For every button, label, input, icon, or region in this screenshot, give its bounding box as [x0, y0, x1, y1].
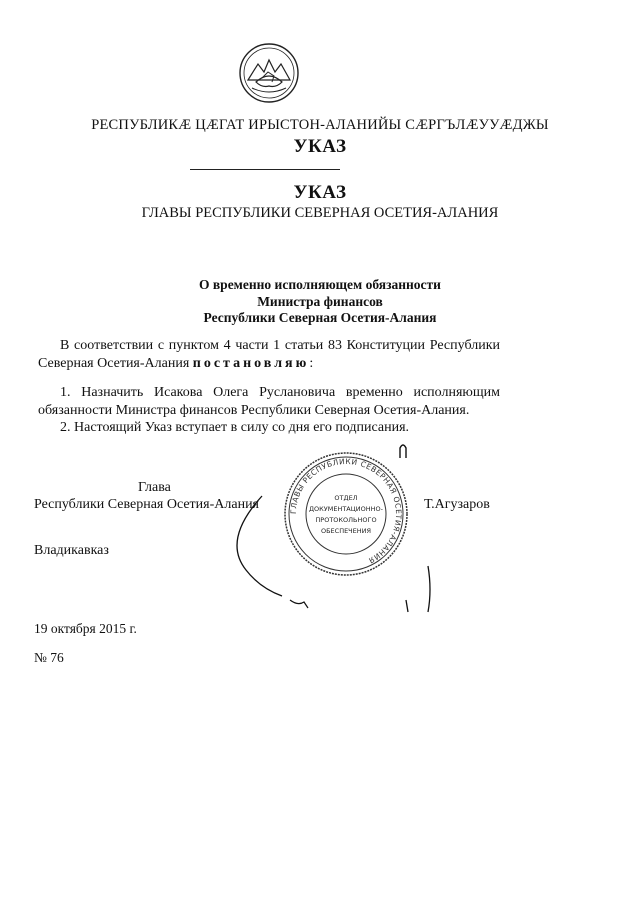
item-1-text: 1. Назначить Исакова Олега Руслановича временно исполняющим обязанности Министра финансов Республики Северная Осетия-Алания.: [38, 385, 500, 418]
ukaz-heading-russian: УКАЗ: [293, 182, 347, 203]
intro-text: В соответствии с пунктом 4 части 1 статьи 83 Конституции Республики Северная Осетия-Алания: [38, 338, 500, 371]
signatory-name: Т.Агузаров: [424, 497, 490, 512]
item-2-paragraph: [38, 419, 500, 437]
republic-header-ossetian: РЕСПУБЛИКӔ ЦӔГАТ ИРЫСТОН-АЛАНИЙЫ СӔРГЪЛӔУУӔДЖЫ: [91, 117, 549, 133]
coat-of-arms-icon: [238, 42, 300, 104]
stamp-line-2: ДОКУМЕНТАЦИОННО-: [308, 505, 384, 513]
subject-line-2: Министра финансов: [257, 293, 383, 309]
decree-verb: постановляю: [192, 356, 310, 371]
subject-line-1: О временно исполняющем обязанности: [199, 277, 441, 292]
city-name: Владикавказ: [34, 543, 109, 558]
decree-subject: [0, 277, 640, 327]
signatory-org: Республики Северная Осетия-Алания: [34, 497, 259, 512]
signatory-title: Глава: [138, 480, 171, 495]
subject-line-3: Республики Северная Осетия-Алания: [203, 310, 437, 325]
stamp-outer-text: ГЛАВЫ РЕСПУБЛИКИ СЕВЕРНАЯ ОСЕТИЯ-АЛАНИЯ: [288, 456, 404, 566]
divider: [190, 169, 340, 170]
item-1-paragraph: [38, 384, 500, 420]
decree-number: № 76: [34, 650, 64, 665]
intro-colon: :: [309, 356, 314, 371]
intro-paragraph: [38, 337, 500, 373]
item-2-text: 2. Настоящий Указ вступает в силу со дня его подписания.: [60, 420, 410, 435]
stamp-line-4: ОБЕСПЕЧЕНИЯ: [320, 527, 372, 535]
handwritten-signature: [210, 440, 450, 620]
head-title: ГЛАВЫ РЕСПУБЛИКИ СЕВЕРНАЯ ОСЕТИЯ-АЛАНИЯ: [141, 205, 499, 221]
stamp-line-3: ПРОТОКОЛЬНОГО: [315, 516, 377, 524]
ukaz-heading-ossetian: УКАЗ: [293, 136, 347, 157]
stamp-line-1: ОТДЕЛ: [334, 494, 358, 502]
decree-date: 19 октября 2015 г.: [34, 621, 137, 636]
